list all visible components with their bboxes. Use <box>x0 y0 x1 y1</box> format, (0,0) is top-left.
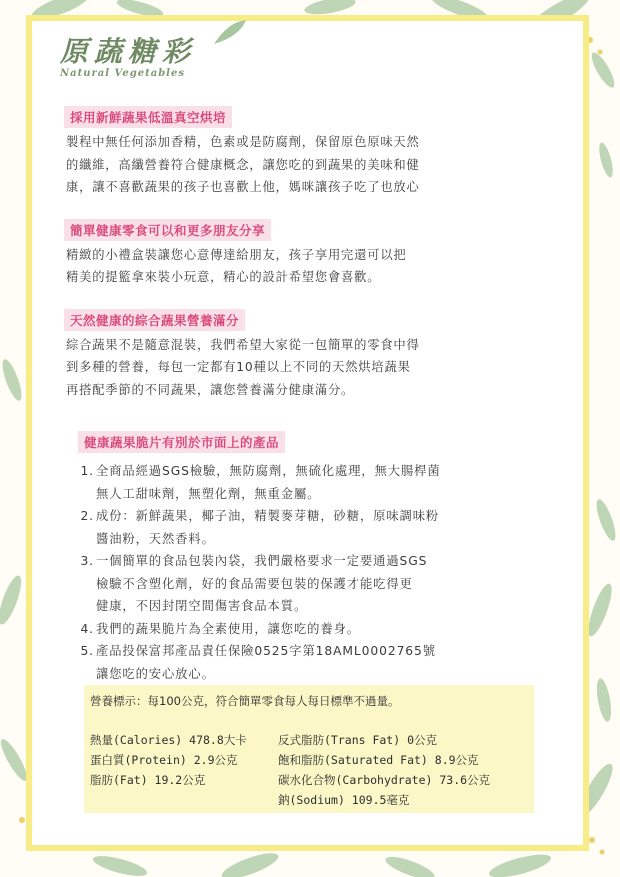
nutrition-trans-fat: 反式脂肪(Trans Fat) 0公克 <box>278 733 438 747</box>
section-share <box>64 219 534 289</box>
section-body <box>64 334 534 402</box>
nutrition-fat: 脂肪(Fat) 19.2公克 <box>90 773 206 787</box>
list-item: 3. 一個簡單的食品包裝內袋，我們嚴格要求一定要通過SGS 檢驗不含塑化劑，好的食品需要包裝的保護才能吃得更 健康，不因封閉空間傷害食品本質。 <box>80 554 428 613</box>
section-heading: 簡單健康零食可以和更多朋友分享 <box>64 219 271 241</box>
nutrition-facts <box>90 731 528 809</box>
leaf-icon <box>210 18 250 48</box>
section-heading: 健康蔬果脆片有別於市面上的產品 <box>78 431 285 453</box>
section-difference <box>64 431 534 685</box>
text-line: 綜合蔬果不是隨意混裝，我們希望大家從一包簡單的零食中得 <box>66 337 420 352</box>
nutrition-heading: 營養標示：每100公克，符合簡單零食每人每日標準不過量。 <box>90 694 400 708</box>
text-line: 精美的提籃拿來裝小玩意，精心的設計希望您會喜歡。 <box>66 270 381 284</box>
nutrition-spacer <box>90 791 278 809</box>
text-line: 康，讓不喜歡蔬果的孩子也喜歡上他，媽咪讓孩子吃了也放心 <box>66 180 420 194</box>
text-line: 精緻的小禮盒裝讓您心意傳達給朋友，孩子享用完還可以把 <box>66 247 407 262</box>
text-line: 製程中無任何添加香精，色素或是防腐劑，保留原色原味天然 <box>66 135 420 149</box>
list-item: 2. 成份：新鮮蔬果，椰子油，精製麥芽糖，砂糖，原味調味粉 醬油粉，天然香料。 <box>80 509 440 546</box>
nutrition-carbohydrate: 碳水化合物(Carbohydrate) 73.6公克 <box>278 773 491 787</box>
text-line: 再搭配季節的不同蔬果，讓您營養滿分健康滿分。 <box>66 382 355 397</box>
nutrition-saturated-fat: 飽和脂肪(Saturated Fat) 8.9公克 <box>278 753 479 767</box>
section-nutrition-mix <box>64 309 534 402</box>
main-content <box>64 106 534 705</box>
list-item: 5. 產品投保富邦產品責任保險0525字第18AML0002765號 讓您吃的安心放心。 <box>80 644 436 681</box>
text-line: 的纖維，高纖營養符合健康概念，讓您吃的到蔬果的美味和健 <box>66 157 420 172</box>
brand-logo <box>60 30 196 79</box>
nutrition-protein: 蛋白質(Protein) 2.9公克 <box>90 753 238 767</box>
difference-list <box>78 460 534 685</box>
list-item: 4. 我們的蔬果脆片為全素使用，讓您吃的養身。 <box>80 621 360 636</box>
section-body <box>64 244 534 289</box>
nutrition-calories: 熱量(Calories) 478.8大卡 <box>90 733 247 747</box>
section-heading: 天然健康的綜合蔬果營養滿分 <box>64 309 245 331</box>
section-heading: 採用新鮮蔬果低溫真空烘培 <box>64 106 232 128</box>
section-fresh <box>64 106 534 199</box>
text-line: 到多種的營養，每包一定都有10種以上不同的天然烘培蔬果 <box>66 360 411 374</box>
brand-name-cn: 原蔬糖彩 <box>60 35 197 68</box>
brand-name-en: Natural Vegetables <box>60 68 185 79</box>
section-body <box>64 131 534 199</box>
nutrition-sodium: 鈉(Sodium) 109.5毫克 <box>278 793 410 807</box>
list-item: 1. 全商品經過SGS檢驗，無防腐劑，無硫化處理，無大腸桿菌 無人工甜味劑，無塑化劑，無重金屬。 <box>80 464 441 501</box>
nutrition-panel <box>84 685 534 813</box>
